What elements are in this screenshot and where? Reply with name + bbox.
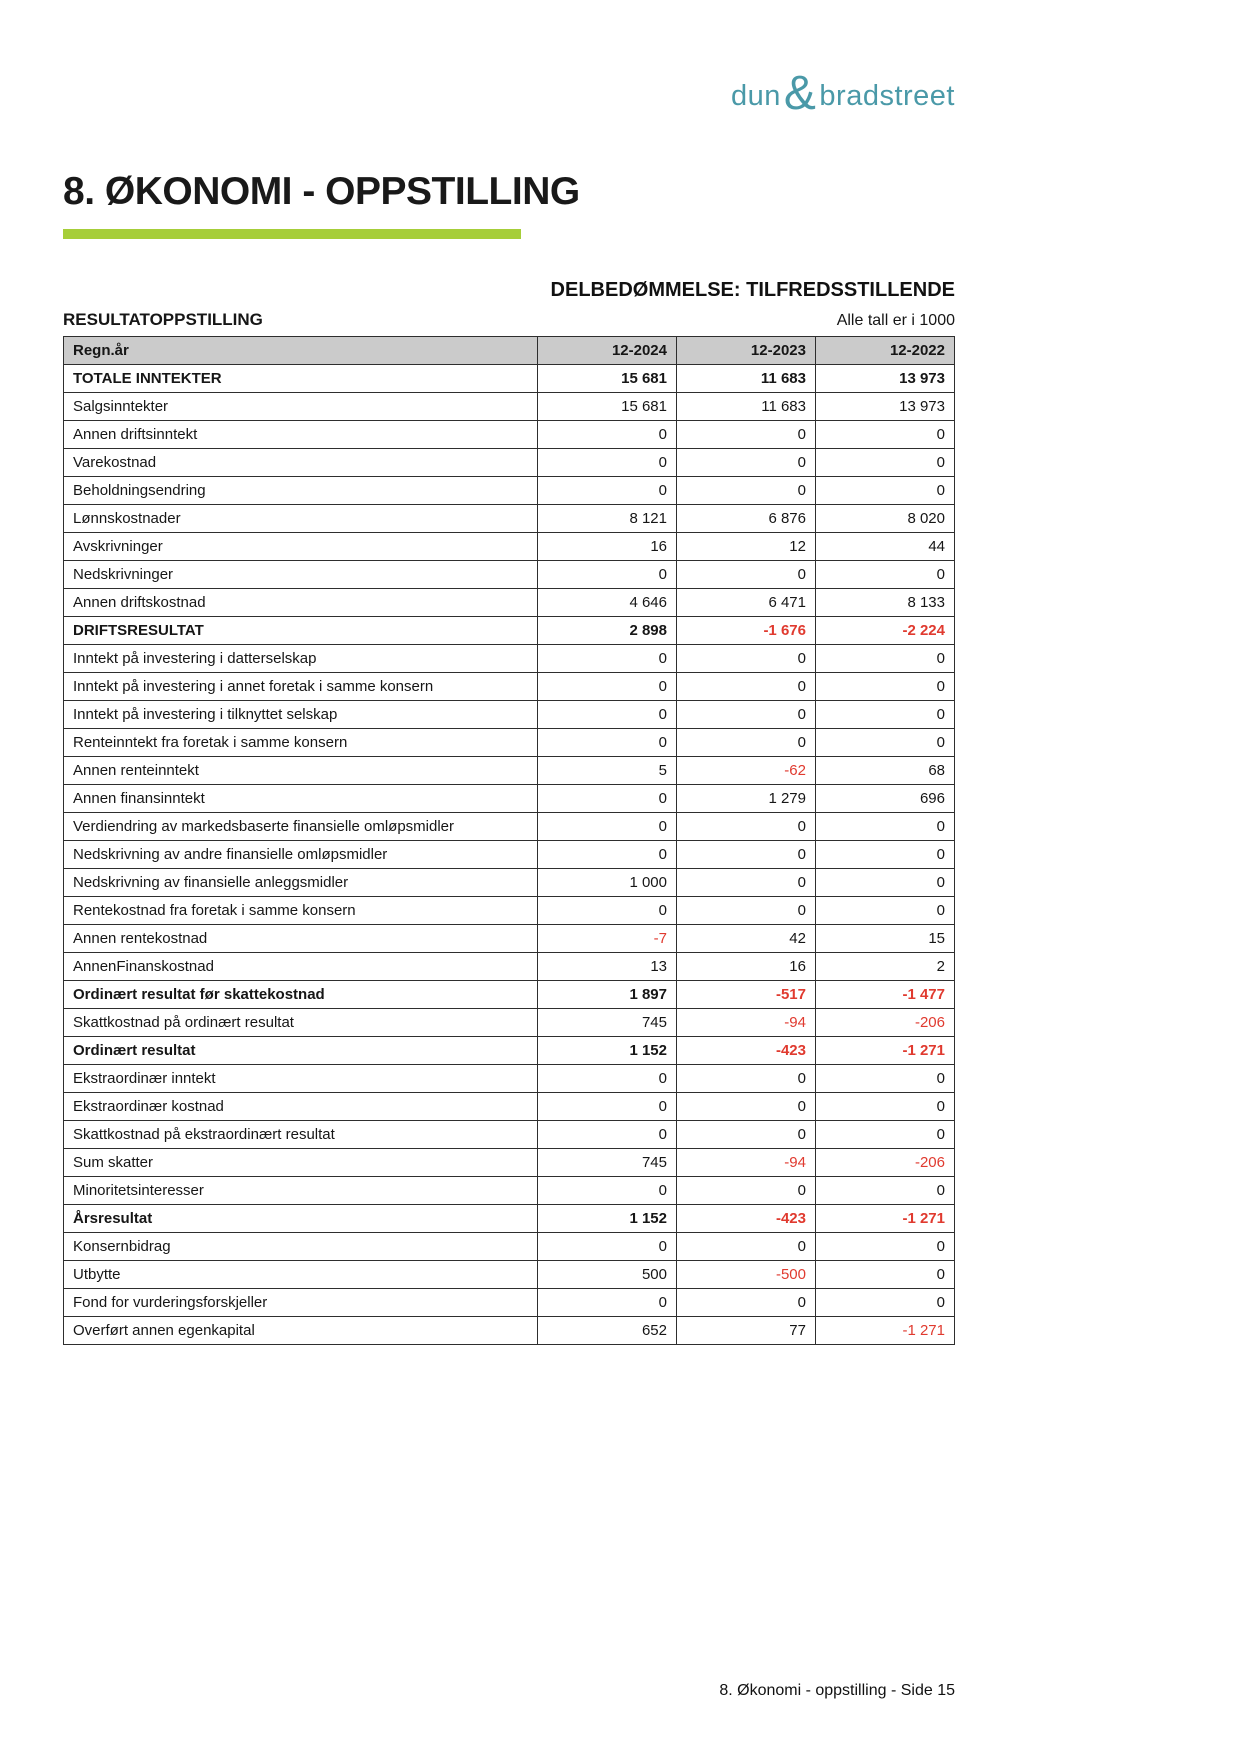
row-value: 4 646 xyxy=(538,589,677,617)
row-value: 2 898 xyxy=(538,617,677,645)
row-value: 0 xyxy=(538,841,677,869)
row-value: 77 xyxy=(677,1317,816,1345)
row-value: 0 xyxy=(815,701,954,729)
row-value: 0 xyxy=(538,421,677,449)
row-value: 0 xyxy=(815,1289,954,1317)
row-value: 0 xyxy=(677,421,816,449)
row-label: Lønnskostnader xyxy=(64,505,538,533)
row-value: 16 xyxy=(677,953,816,981)
row-value: 696 xyxy=(815,785,954,813)
section-label: RESULTATOPPSTILLING xyxy=(63,310,263,329)
table-row xyxy=(64,869,955,897)
page-footer: 8. Økonomi - oppstilling - Side 15 xyxy=(719,1682,955,1699)
table-row xyxy=(64,1289,955,1317)
row-value: -423 xyxy=(677,1037,816,1065)
row-value: 0 xyxy=(538,1233,677,1261)
row-value: -1 477 xyxy=(815,981,954,1009)
row-value: 11 683 xyxy=(677,365,816,393)
row-value: 0 xyxy=(815,729,954,757)
row-value: 12 xyxy=(677,533,816,561)
row-label: Sum skatter xyxy=(64,1149,538,1177)
row-label: Inntekt på investering i annet foretak i samme konsern xyxy=(64,673,538,701)
result-table xyxy=(63,336,955,1345)
row-value: 0 xyxy=(538,673,677,701)
row-value: 8 121 xyxy=(538,505,677,533)
row-value: 0 xyxy=(538,1121,677,1149)
table-row xyxy=(64,449,955,477)
table-row xyxy=(64,1317,955,1345)
row-value: -94 xyxy=(677,1009,816,1037)
table-row xyxy=(64,1149,955,1177)
row-value: 0 xyxy=(815,813,954,841)
row-value: 0 xyxy=(677,869,816,897)
row-value: 15 xyxy=(815,925,954,953)
row-label: Ekstraordinær kostnad xyxy=(64,1093,538,1121)
row-value: 0 xyxy=(815,1121,954,1149)
row-label: Salgsinntekter xyxy=(64,393,538,421)
table-row xyxy=(64,813,955,841)
row-label: Ordinært resultat før skattekostnad xyxy=(64,981,538,1009)
row-label: Annen driftskostnad xyxy=(64,589,538,617)
row-value: 0 xyxy=(677,1233,816,1261)
logo-row xyxy=(63,0,955,120)
row-value: 652 xyxy=(538,1317,677,1345)
row-value: -1 271 xyxy=(815,1205,954,1233)
row-label: Verdiendring av markedsbaserte finansielle omløpsmidler xyxy=(64,813,538,841)
row-value: 0 xyxy=(815,449,954,477)
title-underline-bar xyxy=(63,229,521,239)
table-row xyxy=(64,1177,955,1205)
row-value: 500 xyxy=(538,1261,677,1289)
row-value: 13 xyxy=(538,953,677,981)
row-value: 13 973 xyxy=(815,365,954,393)
row-value: 5 xyxy=(538,757,677,785)
assessment-heading: DELBEDØMMELSE: TILFREDSSTILLENDE xyxy=(550,279,955,301)
row-value: -1 271 xyxy=(815,1037,954,1065)
table-row xyxy=(64,589,955,617)
row-value: 2 xyxy=(815,953,954,981)
row-value: 0 xyxy=(677,449,816,477)
page-content xyxy=(63,0,955,1345)
row-value: 0 xyxy=(815,1261,954,1289)
row-label: Annen finansinntekt xyxy=(64,785,538,813)
row-value: 0 xyxy=(538,1065,677,1093)
row-label: Nedskrivning av finansielle anleggsmidler xyxy=(64,869,538,897)
row-value: 0 xyxy=(677,477,816,505)
row-label: Ordinært resultat xyxy=(64,1037,538,1065)
row-value: 0 xyxy=(815,897,954,925)
row-label: Minoritetsinteresser xyxy=(64,1177,538,1205)
row-value: -94 xyxy=(677,1149,816,1177)
table-row xyxy=(64,1205,955,1233)
row-value: 0 xyxy=(538,897,677,925)
row-label: Renteinntekt fra foretak i samme konsern xyxy=(64,729,538,757)
table-row xyxy=(64,393,955,421)
row-value: -206 xyxy=(815,1009,954,1037)
row-label: Årsresultat xyxy=(64,1205,538,1233)
table-row xyxy=(64,477,955,505)
page-title: 8. ØKONOMI - OPPSTILLING xyxy=(63,170,580,213)
row-value: 0 xyxy=(677,645,816,673)
row-value: 0 xyxy=(677,561,816,589)
table-row xyxy=(64,505,955,533)
row-label: AnnenFinanskostnad xyxy=(64,953,538,981)
row-label: Inntekt på investering i datterselskap xyxy=(64,645,538,673)
row-value: -62 xyxy=(677,757,816,785)
table-row xyxy=(64,925,955,953)
logo-word-dun: dun xyxy=(731,80,781,112)
row-value: 0 xyxy=(677,673,816,701)
table-row xyxy=(64,701,955,729)
column-header-year: 12-2024 xyxy=(538,337,677,365)
row-value: -206 xyxy=(815,1149,954,1177)
row-value: -2 224 xyxy=(815,617,954,645)
row-value: 0 xyxy=(815,421,954,449)
table-row xyxy=(64,785,955,813)
row-value: 0 xyxy=(538,1177,677,1205)
table-row xyxy=(64,1065,955,1093)
row-value: 6 471 xyxy=(677,589,816,617)
row-label: Skattkostnad på ordinært resultat xyxy=(64,1009,538,1037)
table-row xyxy=(64,365,955,393)
row-label: Avskrivninger xyxy=(64,533,538,561)
row-value: 8 133 xyxy=(815,589,954,617)
table-row xyxy=(64,841,955,869)
row-value: 0 xyxy=(815,1177,954,1205)
row-value: 0 xyxy=(677,1065,816,1093)
logo-ampersand-icon: & xyxy=(783,67,817,120)
row-value: 1 152 xyxy=(538,1205,677,1233)
row-value: 0 xyxy=(677,1121,816,1149)
row-label: Annen renteinntekt xyxy=(64,757,538,785)
row-value: 745 xyxy=(538,1149,677,1177)
table-row xyxy=(64,645,955,673)
row-label: Annen driftsinntekt xyxy=(64,421,538,449)
table-row xyxy=(64,421,955,449)
column-header-year: 12-2023 xyxy=(677,337,816,365)
row-value: 0 xyxy=(677,729,816,757)
row-value: 0 xyxy=(538,785,677,813)
table-row xyxy=(64,1093,955,1121)
row-value: 0 xyxy=(677,1093,816,1121)
column-header-year: 12-2022 xyxy=(815,337,954,365)
row-value: 0 xyxy=(538,561,677,589)
row-value: 0 xyxy=(538,477,677,505)
table-row xyxy=(64,1037,955,1065)
row-value: 0 xyxy=(538,449,677,477)
row-value: 0 xyxy=(538,701,677,729)
row-value: 11 683 xyxy=(677,393,816,421)
row-label: Nedskrivninger xyxy=(64,561,538,589)
row-value: 745 xyxy=(538,1009,677,1037)
row-value: 0 xyxy=(815,1233,954,1261)
row-value: -1 271 xyxy=(815,1317,954,1345)
row-value: 68 xyxy=(815,757,954,785)
table-row xyxy=(64,897,955,925)
row-value: -517 xyxy=(677,981,816,1009)
row-value: -1 676 xyxy=(677,617,816,645)
row-label: TOTALE INNTEKTER xyxy=(64,365,538,393)
table-row xyxy=(64,673,955,701)
row-value: -500 xyxy=(677,1261,816,1289)
row-value: 0 xyxy=(815,645,954,673)
row-value: -7 xyxy=(538,925,677,953)
table-row xyxy=(64,953,955,981)
row-value: 0 xyxy=(677,1177,816,1205)
row-value: 1 152 xyxy=(538,1037,677,1065)
row-value: 0 xyxy=(815,1093,954,1121)
table-row xyxy=(64,561,955,589)
row-value: 0 xyxy=(815,869,954,897)
units-note: Alle tall er i 1000 xyxy=(836,312,955,329)
row-value: 0 xyxy=(677,841,816,869)
row-value: 0 xyxy=(815,673,954,701)
row-label: Ekstraordinær inntekt xyxy=(64,1065,538,1093)
row-value: 0 xyxy=(538,729,677,757)
row-label: Annen rentekostnad xyxy=(64,925,538,953)
row-value: 16 xyxy=(538,533,677,561)
row-value: 0 xyxy=(538,1093,677,1121)
row-value: 0 xyxy=(815,841,954,869)
table-row xyxy=(64,757,955,785)
table-row xyxy=(64,729,955,757)
row-value: -423 xyxy=(677,1205,816,1233)
dun-bradstreet-logo xyxy=(731,66,955,120)
row-label: Skattkostnad på ekstraordinært resultat xyxy=(64,1121,538,1149)
row-label: Utbytte xyxy=(64,1261,538,1289)
table-row xyxy=(64,1009,955,1037)
row-label: Inntekt på investering i tilknyttet selskap xyxy=(64,701,538,729)
row-value: 0 xyxy=(538,813,677,841)
row-label: Fond for vurderingsforskjeller xyxy=(64,1289,538,1317)
row-value: 42 xyxy=(677,925,816,953)
column-header-label: Regn.år xyxy=(64,337,538,365)
row-value: 0 xyxy=(538,1289,677,1317)
row-value: 0 xyxy=(815,561,954,589)
row-label: Konsernbidrag xyxy=(64,1233,538,1261)
row-value: 0 xyxy=(677,701,816,729)
table-header-row xyxy=(64,337,955,365)
table-meta-row xyxy=(63,310,955,330)
row-value: 0 xyxy=(677,813,816,841)
row-label: Rentekostnad fra foretak i samme konsern xyxy=(64,897,538,925)
row-value: 0 xyxy=(677,1289,816,1317)
row-value: 1 000 xyxy=(538,869,677,897)
row-value: 6 876 xyxy=(677,505,816,533)
row-value: 1 279 xyxy=(677,785,816,813)
row-value: 15 681 xyxy=(538,365,677,393)
row-label: Nedskrivning av andre finansielle omløpsmidler xyxy=(64,841,538,869)
row-value: 44 xyxy=(815,533,954,561)
logo-word-bradstreet: bradstreet xyxy=(819,80,955,112)
row-label: Beholdningsendring xyxy=(64,477,538,505)
row-label: DRIFTSRESULTAT xyxy=(64,617,538,645)
row-label: Varekostnad xyxy=(64,449,538,477)
table-row xyxy=(64,1261,955,1289)
row-value: 0 xyxy=(815,1065,954,1093)
table-row xyxy=(64,1233,955,1261)
row-value: 13 973 xyxy=(815,393,954,421)
row-label: Overført annen egenkapital xyxy=(64,1317,538,1345)
row-value: 0 xyxy=(677,897,816,925)
row-value: 15 681 xyxy=(538,393,677,421)
table-row xyxy=(64,981,955,1009)
row-value: 1 897 xyxy=(538,981,677,1009)
row-value: 0 xyxy=(815,477,954,505)
table-row xyxy=(64,617,955,645)
row-value: 8 020 xyxy=(815,505,954,533)
table-row xyxy=(64,1121,955,1149)
row-value: 0 xyxy=(538,645,677,673)
table-row xyxy=(64,533,955,561)
